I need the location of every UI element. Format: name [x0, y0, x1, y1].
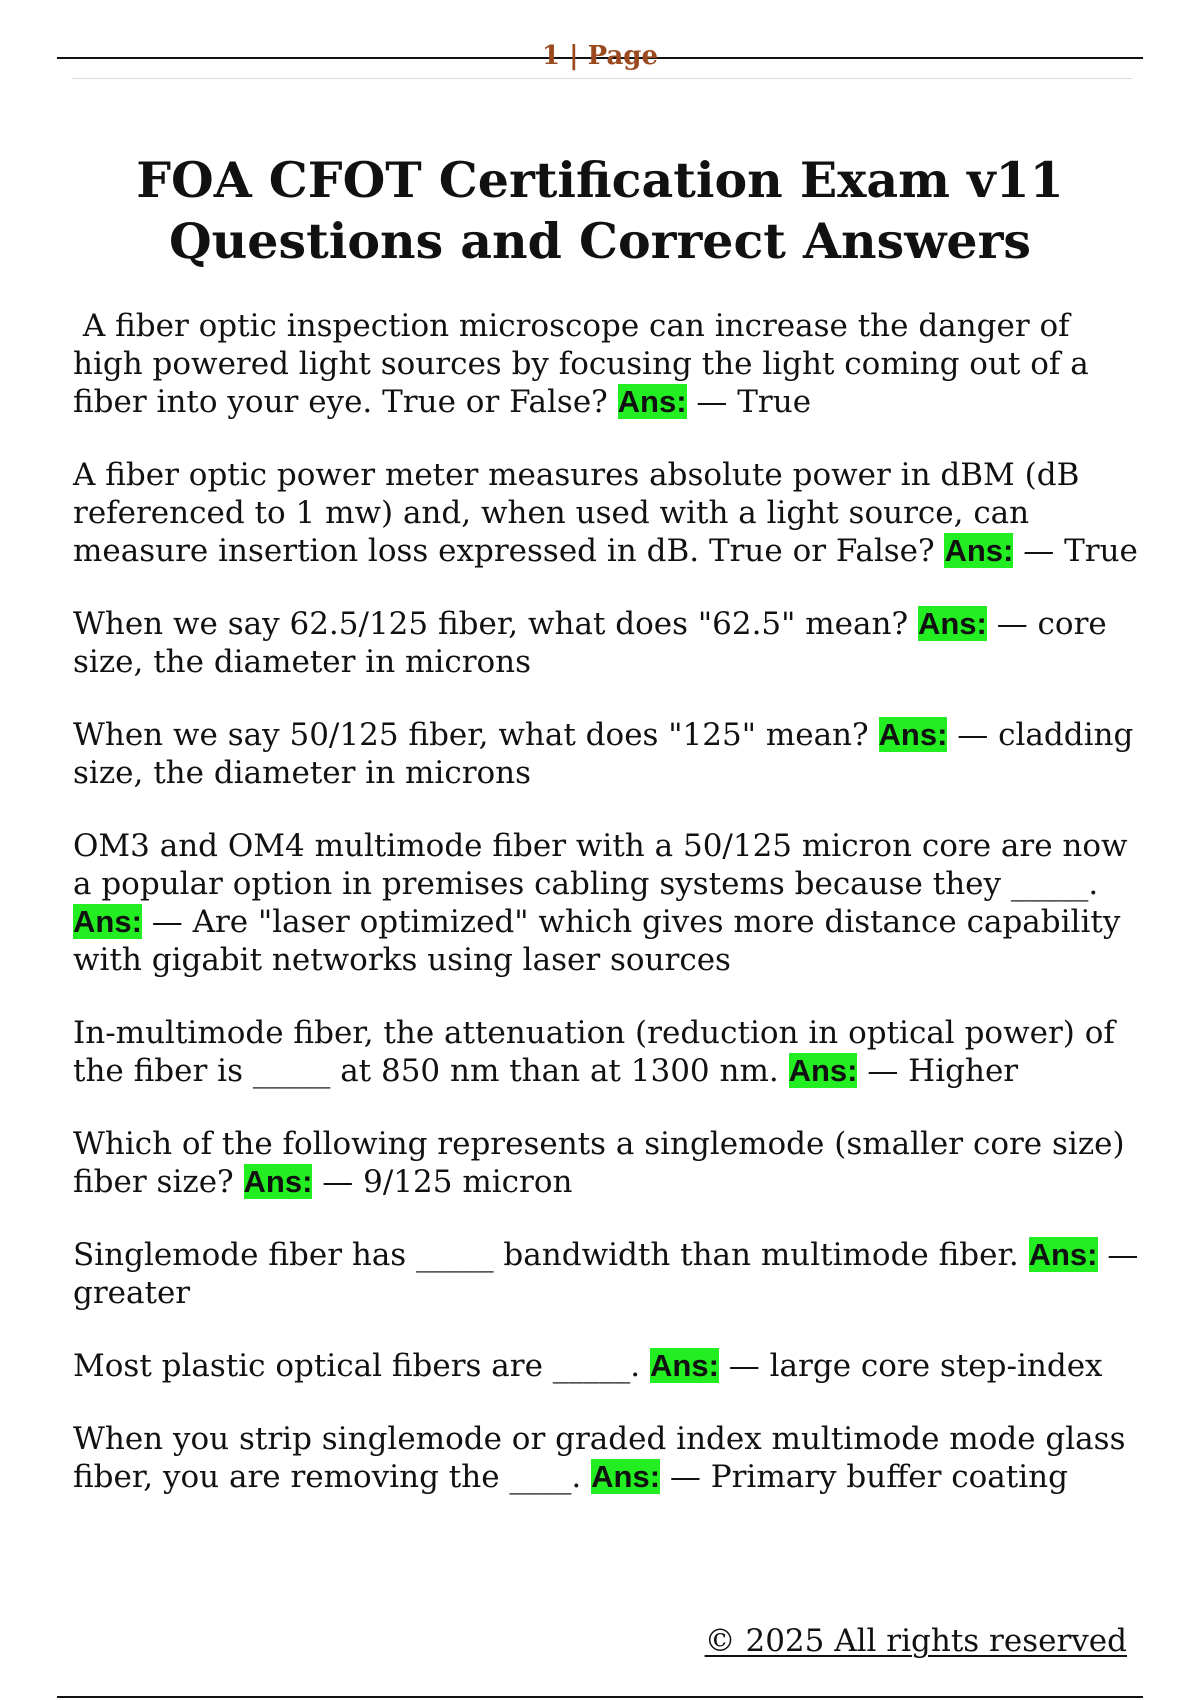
question-text: A fiber optic inspection microscope can increase the danger of high powered light sources by focusing the light coming out of a fiber into your eye. True or False?	[73, 308, 1089, 420]
answer-text: — cladding size, the diameter in microns	[73, 717, 1134, 791]
question-text: A fiber optic power meter measures absolute power in dBM (dB referenced to 1 mw) and, when used with a light source, can measure insertion loss expressed in dB. True or False?	[73, 457, 1080, 569]
qa-item	[73, 1125, 1143, 1201]
answer-text: — Are "laser optimized" which gives more distance capability with gigabit networks using laser sources	[73, 904, 1121, 978]
title-line-2: Questions and Correct Answers	[169, 212, 1031, 270]
question-text: When we say 62.5/125 fiber, what does "62.5" mean?	[73, 606, 909, 642]
answer-label: Ans:	[1028, 1237, 1098, 1272]
qa-item	[73, 1347, 1143, 1385]
answer-label: Ans:	[944, 533, 1014, 568]
answer-label: Ans:	[617, 384, 687, 419]
question-text: When you strip singlemode or graded index multimode mode glass fiber, you are removing the ____.	[73, 1421, 1126, 1495]
qa-item	[73, 456, 1143, 570]
answer-text: — 9/125 micron	[322, 1164, 573, 1200]
qa-item	[73, 716, 1143, 792]
header-rule-light	[72, 78, 1132, 79]
question-text: When we say 50/125 fiber, what does "125" mean?	[73, 717, 869, 753]
answer-label: Ans:	[917, 606, 987, 641]
answer-text: — Primary buffer coating	[669, 1459, 1068, 1495]
answer-text: — True	[696, 384, 812, 420]
answer-label: Ans:	[591, 1459, 661, 1494]
page-number-label: 1 | Page	[541, 41, 659, 71]
answer-text: — Higher	[867, 1053, 1019, 1089]
answer-label: Ans:	[650, 1348, 719, 1383]
qa-item	[73, 1236, 1143, 1312]
answer-text: — greater	[73, 1237, 1139, 1311]
answer-text: — large core step-index	[728, 1348, 1103, 1384]
title-line-1: FOA CFOT Certification Exam v11	[136, 151, 1064, 209]
qa-item	[73, 1420, 1143, 1496]
qa-item	[73, 827, 1143, 979]
footer-rule	[57, 1696, 1143, 1698]
question-text: In-multimode fiber, the attenuation (reduction in optical power) of the fiber is _____ at 850 nm than at 1300 nm.	[73, 1015, 1115, 1089]
answer-text: — True	[1023, 533, 1138, 569]
question-text: Which of the following represents a singlemode (smaller core size) fiber size?	[73, 1126, 1125, 1200]
answer-label: Ans:	[73, 904, 142, 939]
qa-list	[73, 307, 1143, 1531]
question-text: Singlemode fiber has _____ bandwidth than multimode fiber.	[73, 1237, 1019, 1273]
answer-label: Ans:	[878, 717, 948, 752]
qa-item	[73, 1014, 1143, 1090]
answer-text: — core size, the diameter in microns	[73, 606, 1107, 680]
question-text: OM3 and OM4 multimode fiber with a 50/125 micron core are now a popular option in premises cabling systems because they _____.	[73, 828, 1128, 902]
qa-item	[73, 605, 1143, 681]
answer-label: Ans:	[788, 1053, 858, 1088]
answer-label: Ans:	[243, 1164, 313, 1199]
question-text: Most plastic optical fibers are _____.	[73, 1348, 641, 1384]
document-title	[60, 150, 1140, 272]
copyright-notice: © 2025 All rights reserved	[704, 1623, 1127, 1659]
qa-item	[73, 307, 1143, 421]
